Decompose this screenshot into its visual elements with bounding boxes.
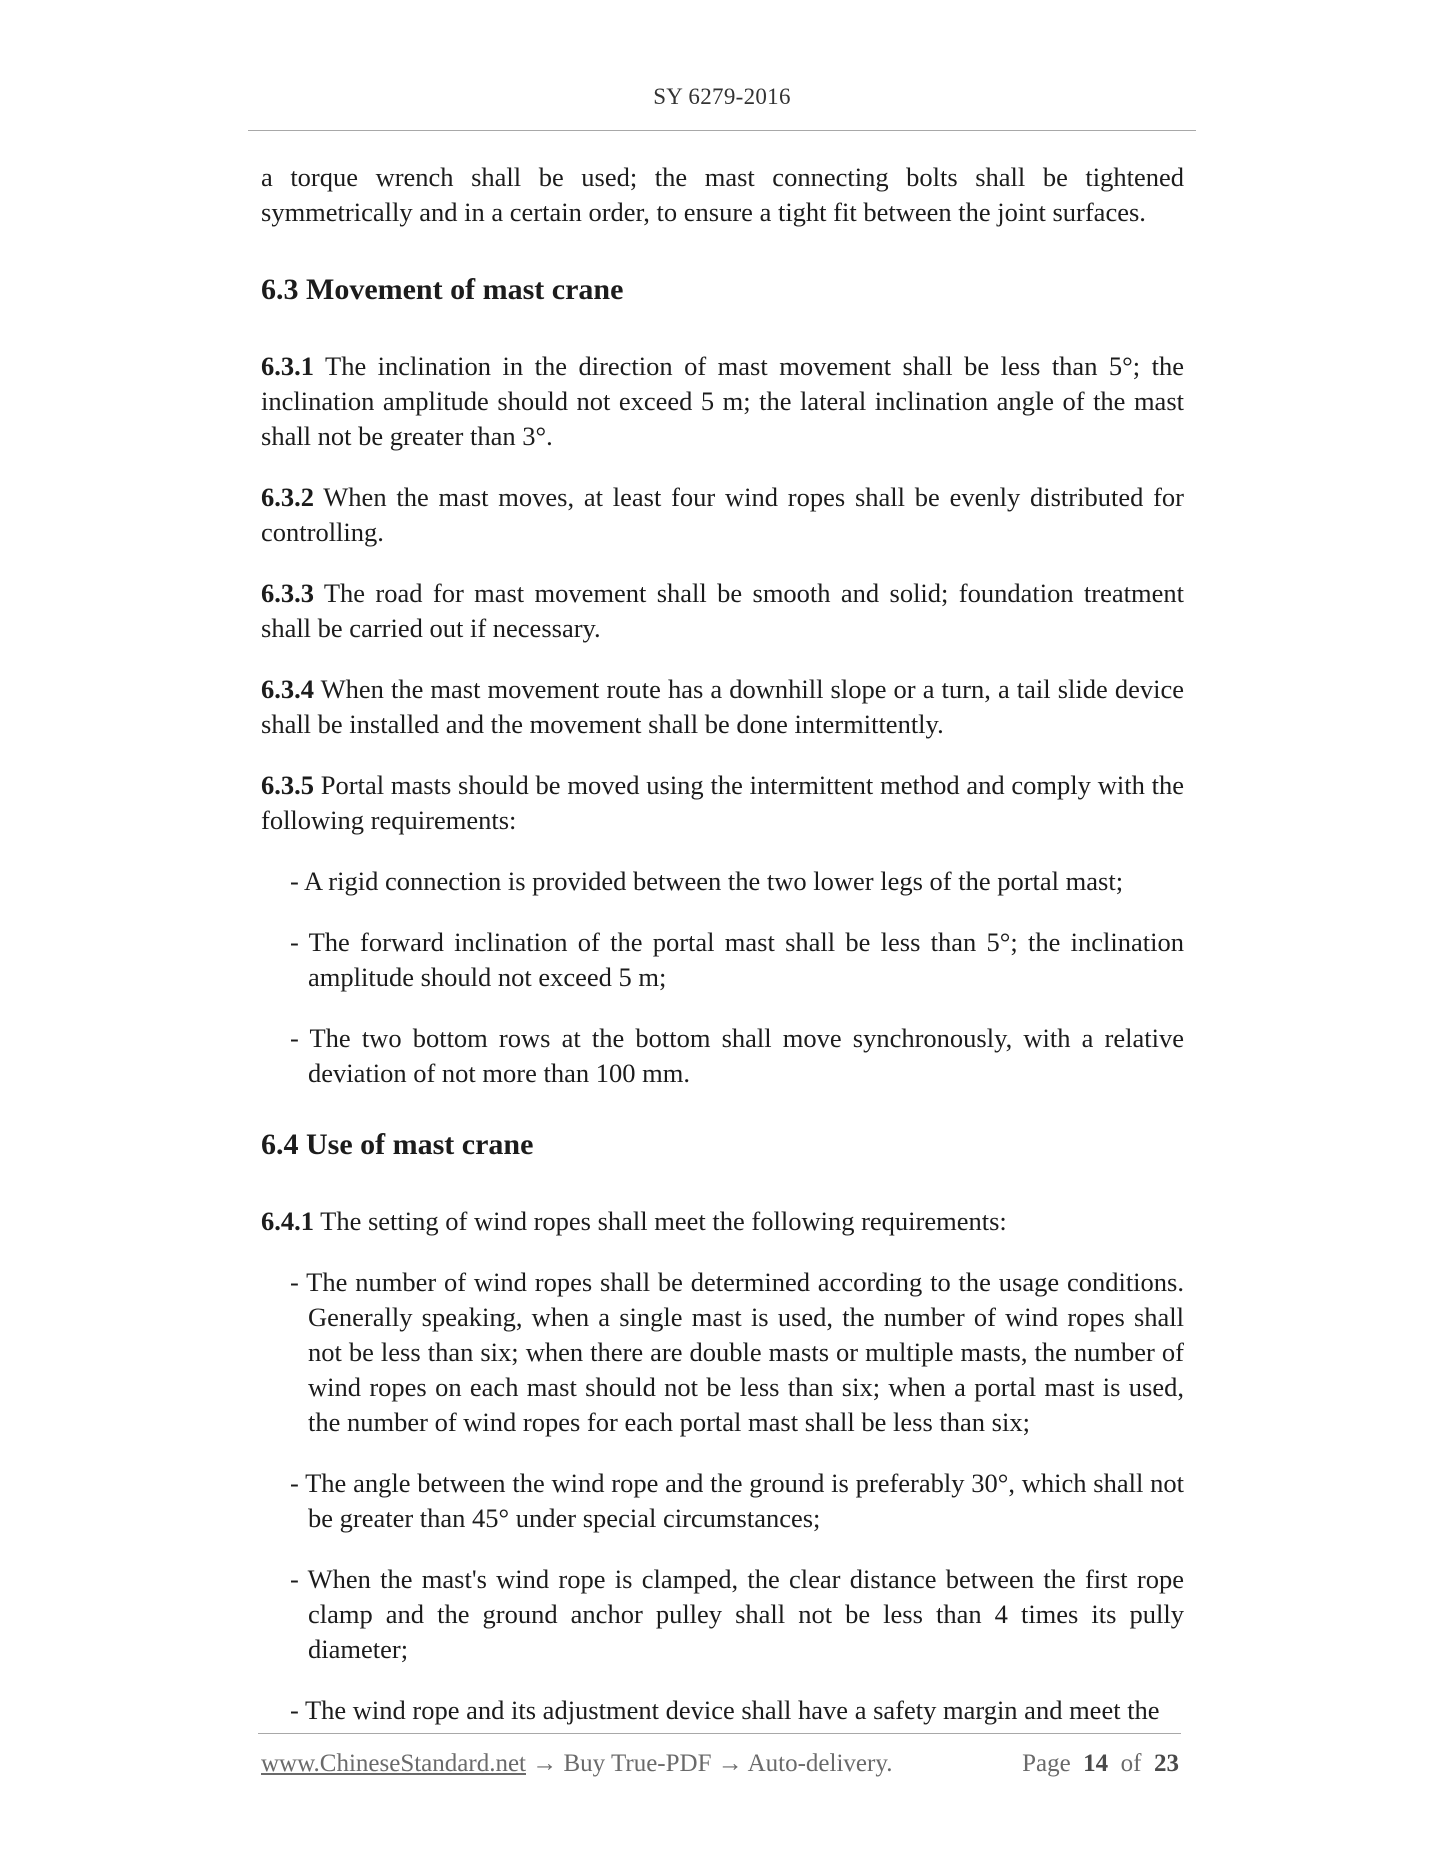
section-heading-6-4: 6.4 Use of mast crane [261,1128,534,1161]
header-divider [248,130,1196,131]
clause-number: 6.3.3 [261,578,314,608]
clause-text: The setting of wind ropes shall meet the following requirements: [314,1206,1007,1236]
list-item: - The number of wind ropes shall be determined according to the usage conditions. Generally speaking, when a single mast is used, the number of wind ropes shall not be less than six; when there are double masts or multiple masts, the number of wind ropes on each mast should not be less than six; when a portal mast is used, the number of wind ropes for each portal mast shall be less than six; [290,1267,1184,1437]
clause-number: 6.3.4 [261,674,314,704]
clause-6-4-1 [261,1204,1184,1239]
site-link[interactable]: www.ChineseStandard.net [261,1750,526,1777]
clause-number: 6.4.1 [261,1206,314,1236]
list-item: - The angle between the wind rope and the ground is preferably 30°, which shall not be greater than 45° under special circumstances; [290,1468,1184,1533]
clause-6-3-3 [261,576,1184,646]
clause-6-3-1 [261,349,1184,454]
clause-6-3-2 [261,480,1184,550]
clause-6-3-4 [261,672,1184,742]
section-heading-6-3: 6.3 Movement of mast crane [261,273,624,306]
clause-6-3-5 [261,768,1184,838]
list-item: - A rigid connection is provided between the two lower legs of the portal mast; [290,866,1124,896]
page-header-doc-id: SY 6279-2016 [653,84,791,109]
clause-number: 6.3.1 [261,351,314,381]
footer-promo [261,1750,892,1778]
clause-text: The road for mast movement shall be smooth and solid; foundation treatment shall be carried out if necessary. [261,578,1184,643]
clause-text: When the mast movement route has a downhill slope or a turn, a tail slide device shall be installed and the movement shall be done intermittently. [261,674,1184,739]
list-item: - The forward inclination of the portal mast shall be less than 5°; the inclination amplitude should not exceed 5 m; [290,927,1184,992]
list-item: - When the mast's wind rope is clamped, the clear distance between the first rope clamp and the ground anchor pulley shall not be less than 4 times its pully diameter; [290,1564,1184,1664]
page-content [261,160,1184,1728]
clause-number: 6.3.5 [261,770,314,800]
clause-number: 6.3.2 [261,482,314,512]
page-label: Page [1022,1750,1071,1777]
clause-text: Portal masts should be moved using the intermittent method and comply with the following requirements: [261,770,1184,835]
list-item: - The two bottom rows at the bottom shall move synchronously, with a relative deviation of not more than 100 mm. [290,1023,1184,1088]
total-pages: 23 [1154,1750,1179,1777]
page-number [1022,1750,1179,1778]
intro-paragraph: a torque wrench shall be used; the mast connecting bolts shall be tightened symmetrically and in a certain order, to ensure a tight fit between the joint surfaces. [261,162,1184,227]
clause-text: When the mast moves, at least four wind ropes shall be evenly distributed for controlling. [261,482,1184,547]
current-page: 14 [1083,1750,1109,1777]
footer-divider [258,1733,1181,1734]
clause-text: The inclination in the direction of mast movement shall be less than 5°; the inclination amplitude should not exceed 5 m; the lateral inclination angle of the mast shall not be greater than 3°. [261,351,1184,451]
list-item: - The wind rope and its adjustment device shall have a safety margin and meet the [290,1695,1160,1725]
promo-text: → Buy True-PDF → Auto-delivery. [526,1750,893,1777]
of-label: of [1120,1750,1142,1777]
